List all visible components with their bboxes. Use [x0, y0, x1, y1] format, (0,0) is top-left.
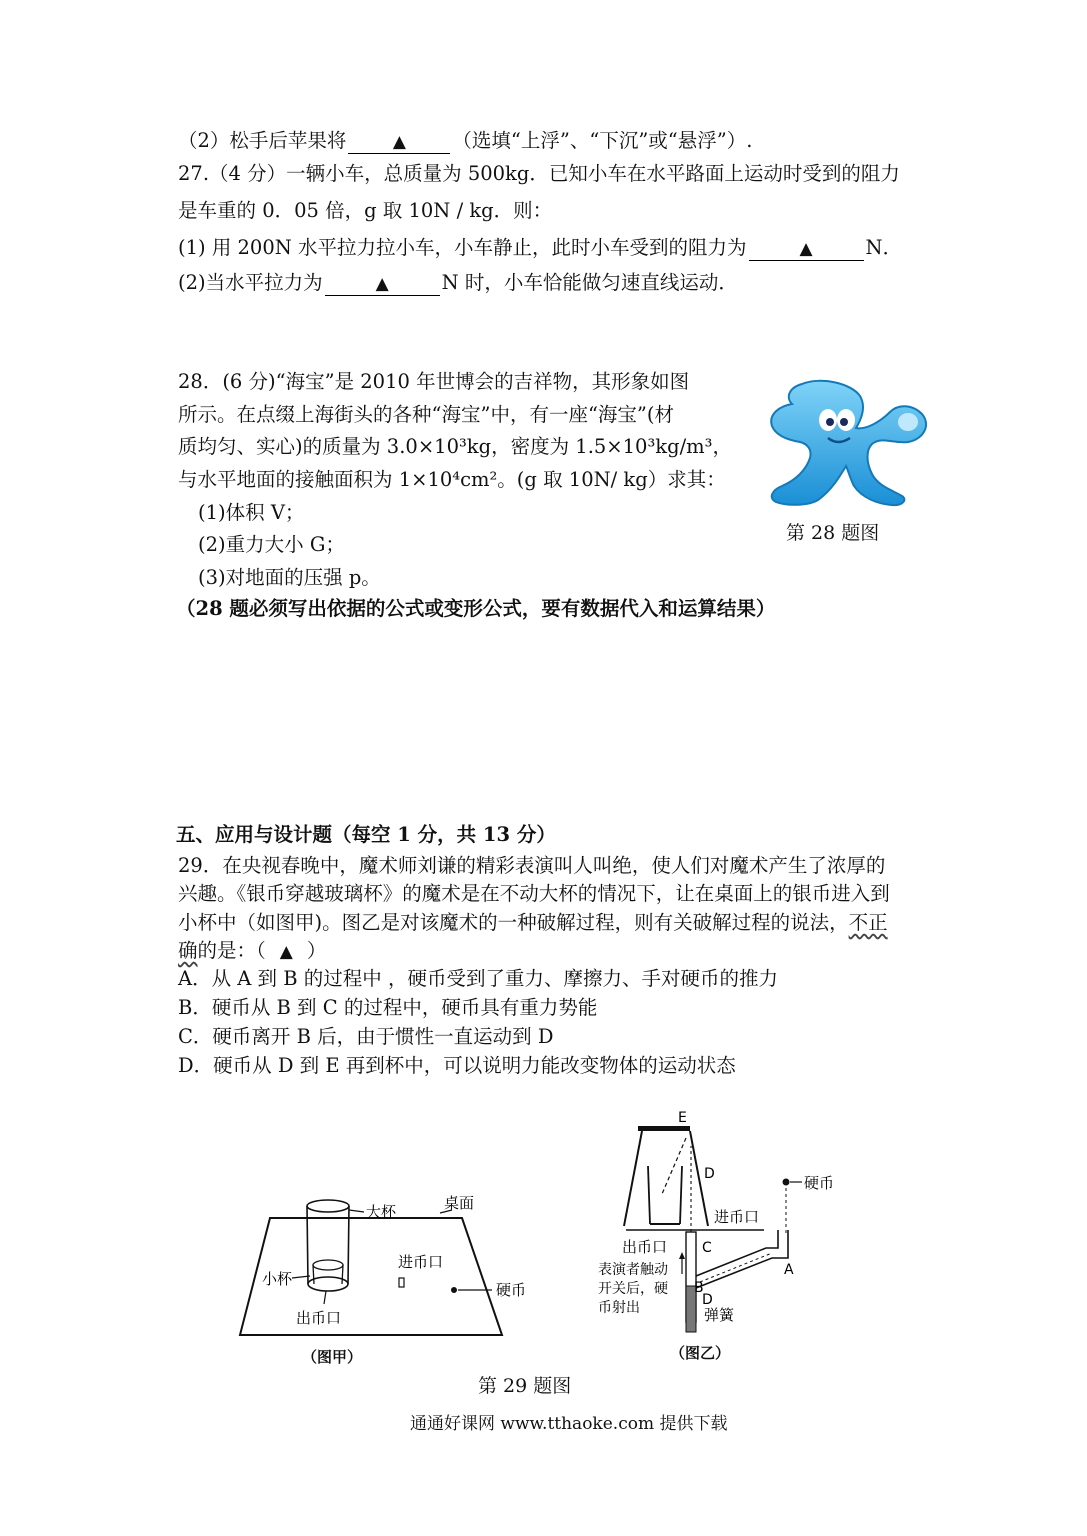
figure-b-diagram [590, 1106, 860, 1346]
haibao-mascot-icon [762, 378, 938, 508]
label-coin-in-b: 进币口 [714, 1208, 760, 1226]
q29-emphasis-1: 不正 [848, 911, 888, 934]
label-table: 桌面 [444, 1194, 475, 1212]
q27-part2-text: (2)当水平拉力为 [178, 271, 323, 294]
q28-figure-caption: 第 28 题图 [786, 522, 880, 544]
label-D-bottom: D [702, 1292, 713, 1308]
triangle-icon: ▲ [392, 132, 406, 152]
q28-note: （28 题必须写出依据的公式或变形公式，要有数据代入和运算结果） [176, 597, 776, 620]
q28-sub1: (1)体积 V； [198, 501, 305, 524]
q28-line1: 28．(6 分)“海宝”是 2010 年世博会的吉祥物，其形象如图 [178, 370, 690, 393]
q27-part1-text: (1) 用 200N 水平拉力拉小车，小车静止，此时小车受到的阻力为 [178, 236, 747, 259]
q26-text-a: （2）松手后苹果将 [178, 129, 347, 152]
q29-line3-text: 小杯中（如图甲)。图乙是对该魔术的一种破解过程，则有关破解过程的说法， [178, 911, 849, 934]
label-explain-3: 币射出 [598, 1300, 640, 1316]
q26-text-b: （选填“上浮”、“下沉”或“悬浮”）. [452, 129, 753, 152]
label-B: B [694, 1280, 704, 1296]
q29-line4-text: 的是：（ [197, 939, 266, 962]
q29-option-c: C．硬币离开 B 后，由于惯性一直运动到 D [178, 1025, 554, 1048]
q29-line4-end: ） [306, 939, 327, 962]
q29-figure-caption: 第 29 题图 [478, 1375, 572, 1397]
q29-line3 [178, 909, 888, 937]
q26-answer-blank[interactable] [348, 130, 450, 154]
q29-option-a: A．从 A 到 B 的过程中 ，硬币受到了重力、摩擦力、手对硬币的推力 [178, 967, 778, 990]
q29-option-d: D．硬币从 D 到 E 再到杯中，可以说明力能改变物体的运动状态 [178, 1054, 736, 1077]
footer-text: 通通好课网 www.tthaoke.com 提供下载 [410, 1414, 728, 1434]
label-big-cup: 大杯 [366, 1203, 397, 1221]
label-C: C [702, 1240, 712, 1256]
label-coin-out-b: 出币口 [622, 1238, 668, 1256]
q27-line2: 是车重的 0．05 倍，g 取 10N / kg．则： [178, 199, 553, 222]
q27-part1-unit: N． [865, 236, 903, 259]
label-explain-2: 开关后，硬 [598, 1281, 668, 1297]
q27-line1: 27.（4 分）一辆小车，总质量为 500kg．已知小车在水平路面上运动时受到的阻力 [178, 162, 900, 185]
q27-part2-blank[interactable] [325, 272, 440, 296]
label-explain-1: 表演者触动 [598, 1262, 668, 1278]
label-small-cup: 小杯 [262, 1270, 293, 1288]
label-E: E [678, 1110, 687, 1126]
q29-option-b: B．硬币从 B 到 C 的过程中，硬币具有重力势能 [178, 996, 598, 1019]
q29-line2: 兴趣。《银币穿越玻璃杯》的魔术是在不动大杯的情况下，让在桌面上的银币进入到 [178, 882, 890, 905]
q29-line4 [178, 937, 326, 966]
triangle-icon: ▲ [799, 239, 813, 259]
q26-line [178, 127, 752, 155]
label-D-top: D [704, 1166, 715, 1182]
q29-emphasis-2: 确 [178, 939, 198, 962]
label-coin-out: 出币口 [296, 1309, 342, 1327]
section5-title: 五、应用与设计题（每空 1 分，共 13 分） [176, 823, 556, 846]
q27-part2-rest: N 时，小车恰能做匀速直线运动． [441, 271, 738, 294]
q28-line3: 质均匀、实心)的质量为 3.0×10³kg，密度为 1.5×10³kg/m³， [178, 435, 732, 458]
figure-a-diagram [230, 1180, 540, 1370]
q27-part1-blank[interactable] [749, 237, 864, 261]
q27-part1 [178, 234, 902, 262]
q28-sub2: (2)重力大小 G； [198, 533, 345, 556]
q28-line2: 所示。在点缀上海街头的各种“海宝”中，有一座“海宝”(材 [178, 403, 674, 426]
triangle-icon[interactable]: ▲ [279, 942, 293, 962]
q27-part2 [178, 269, 738, 297]
label-coin-in: 进币口 [398, 1253, 444, 1271]
triangle-icon: ▲ [375, 274, 389, 294]
figure-a-caption: （图甲） [302, 1348, 363, 1366]
q29-line1: 29．在央视春晚中，魔术师刘谦的精彩表演叫人叫绝，使人们对魔术产生了浓厚的 [178, 854, 886, 877]
label-spring: 弹簧 [704, 1306, 735, 1324]
figure-b-caption: （图乙） [670, 1344, 731, 1362]
q28-sub3: (3)对地面的压强 p。 [198, 566, 381, 589]
label-A: A [784, 1262, 794, 1278]
q28-line4: 与水平地面的接触面积为 1×10⁴cm²。(g 取 10N/ kg）求其： [178, 468, 726, 491]
label-coin: 硬币 [496, 1281, 527, 1299]
label-coin-b: 硬币 [804, 1174, 835, 1192]
